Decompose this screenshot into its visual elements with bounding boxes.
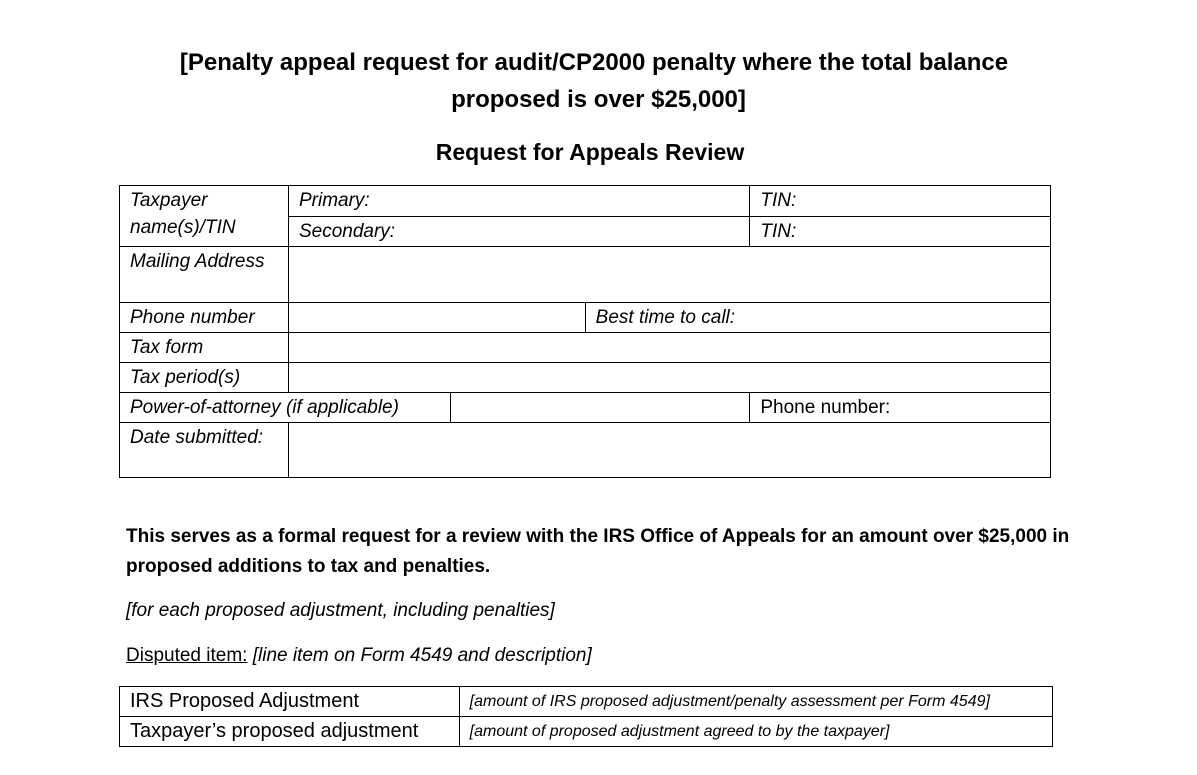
tax-periods-label: Tax period(s): [120, 363, 289, 393]
tax-periods-field[interactable]: [288, 363, 1050, 393]
taxpayer-proposed-adjustment-label: Taxpayer’s proposed adjustment: [120, 717, 460, 747]
taxpayer-info-table: [119, 185, 1051, 478]
secondary-taxpayer-field[interactable]: Secondary:: [288, 217, 749, 247]
phone-number-label: Phone number: [120, 303, 289, 333]
adjustment-table: [119, 686, 1053, 747]
taxpayer-proposed-adjustment-value[interactable]: [amount of proposed adjustment agreed to by the taxpayer]: [459, 717, 1052, 747]
document-title-line-1: [Penalty appeal request for audit/CP2000 penalty where the total balance: [179, 49, 1009, 76]
date-submitted-label: Date submitted:: [120, 423, 289, 478]
taxpayer-name-label: Taxpayer name(s)/TIN: [120, 186, 289, 247]
irs-proposed-adjustment-label: IRS Proposed Adjustment: [120, 687, 460, 717]
primary-taxpayer-field[interactable]: Primary:: [288, 186, 749, 217]
document-title: [0, 44, 1197, 118]
date-submitted-field[interactable]: [288, 423, 1050, 478]
instruction-note: [for each proposed adjustment, including penalties]: [126, 600, 555, 621]
disputed-item-label: Disputed item:: [126, 645, 248, 666]
poa-label: Power-of-attorney (if applicable): [120, 393, 451, 423]
secondary-tin-field[interactable]: TIN:: [750, 217, 1051, 247]
disputed-item-line: [126, 642, 1076, 670]
mailing-address-field[interactable]: [288, 247, 1050, 303]
tax-form-label: Tax form: [120, 333, 289, 363]
disputed-item-value[interactable]: [line item on Form 4549 and description]: [252, 645, 592, 666]
irs-proposed-adjustment-value[interactable]: [amount of IRS proposed adjustment/penalty assessment per Form 4549]: [459, 687, 1052, 717]
mailing-address-label: Mailing Address: [120, 247, 289, 303]
poa-field[interactable]: [450, 393, 749, 423]
best-time-to-call-field[interactable]: Best time to call:: [585, 303, 1050, 333]
table-row: [120, 687, 1053, 717]
tax-form-field[interactable]: [288, 333, 1050, 363]
phone-number-field[interactable]: [288, 303, 585, 333]
primary-tin-field[interactable]: TIN:: [750, 186, 1051, 217]
formal-request-statement: This serves as a formal request for a review with the IRS Office of Appeals for an amount over $25,000 in proposed additions to tax and penalties.: [126, 526, 1070, 577]
document-title-line-2: proposed is over $25,000]: [451, 86, 746, 113]
poa-phone-number-field[interactable]: Phone number:: [750, 393, 1051, 423]
table-row: [120, 717, 1053, 747]
document-subtitle: Request for Appeals Review: [435, 139, 745, 165]
